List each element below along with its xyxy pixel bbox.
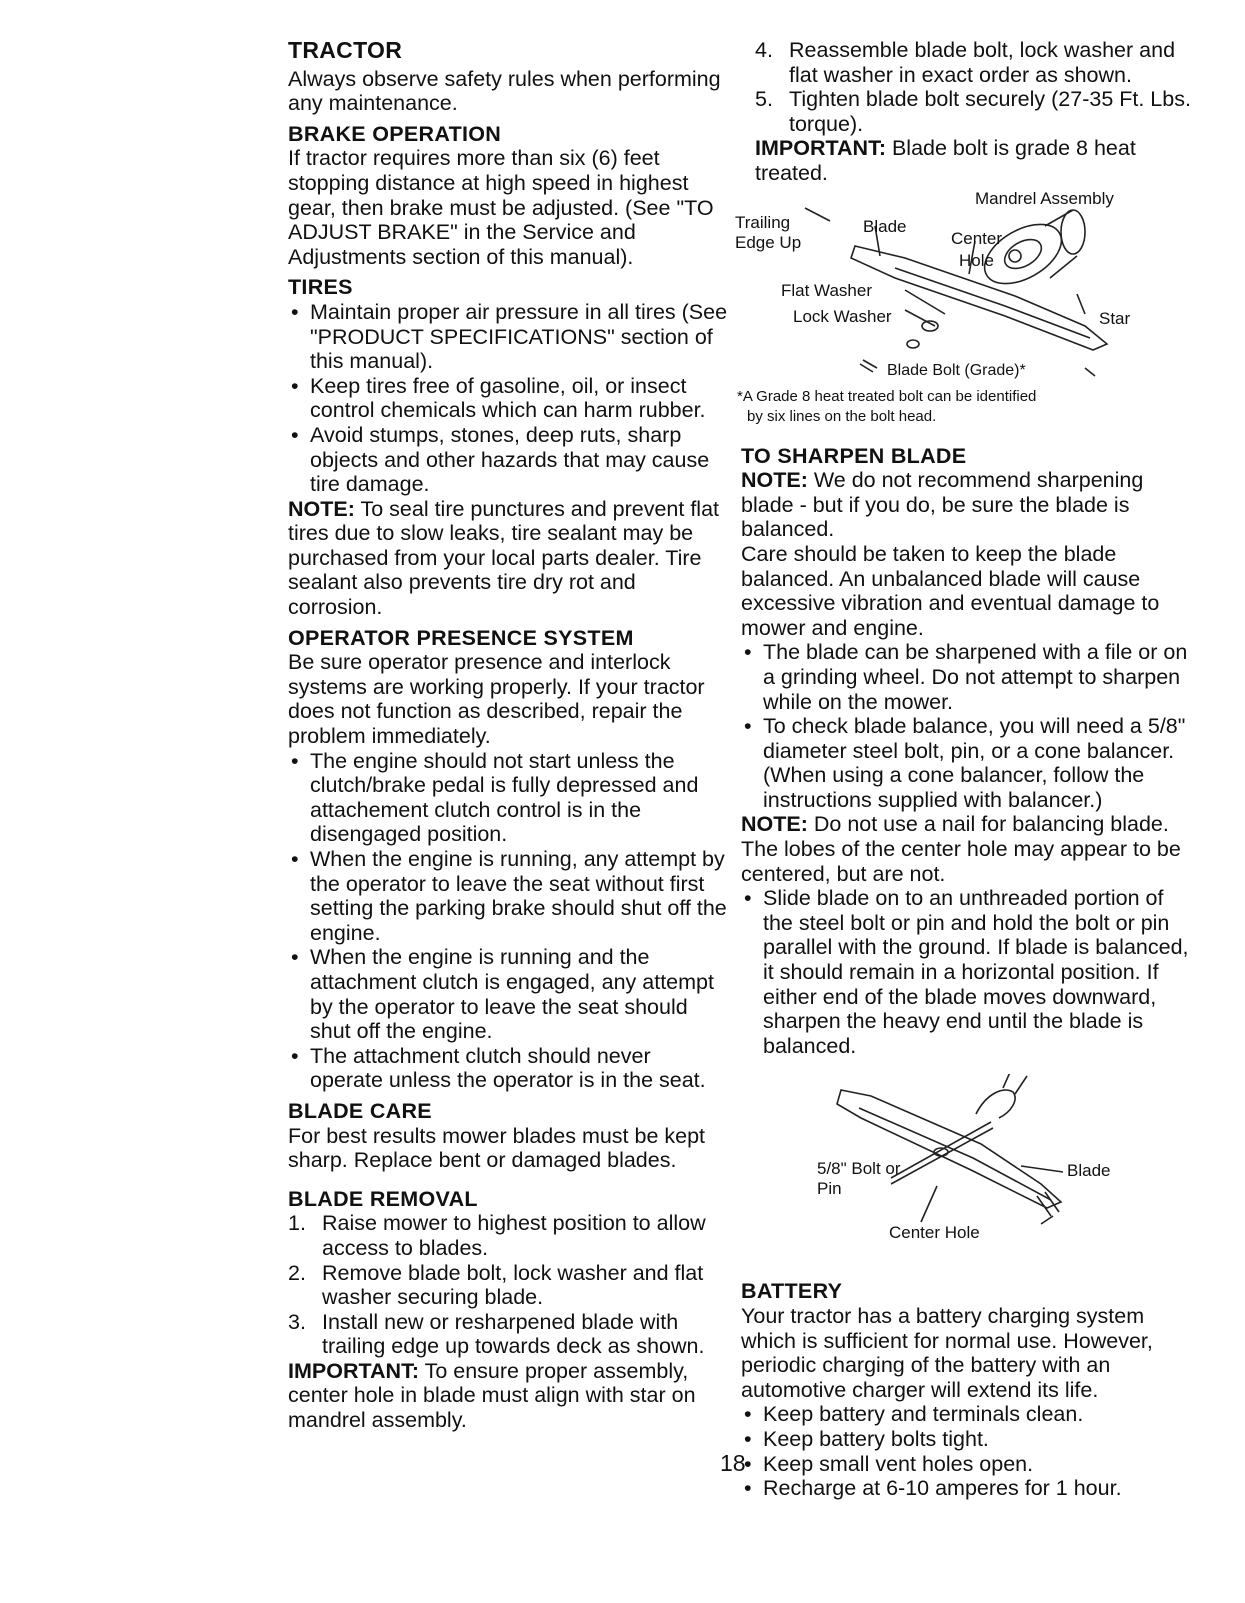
list-item: • The engine should not start unless the clutch/brake pedal is fully depressed and attachement clutch control is in the disengaged position. xyxy=(288,749,728,847)
blade-bolt-label: Blade Bolt (Grade)* xyxy=(887,361,1026,379)
step-text: Reassemble blade bolt, lock washer and flat washer in exact order as shown. xyxy=(789,38,1176,87)
step-text: Install new or resharpened blade with trailing edge up towards deck as shown. xyxy=(322,1309,705,1359)
important-label: IMPORTANT: xyxy=(288,1358,419,1383)
note-text: Do not use a nail for balancing blade. The lobes of the center hole may appear to be centered, but are not. xyxy=(741,812,1181,886)
blade-label: Blade xyxy=(1067,1161,1111,1181)
center-hole-label: Center Hole xyxy=(889,1223,980,1243)
ops-list xyxy=(288,749,728,1093)
tires-list xyxy=(288,300,728,497)
list-item: • Maintain proper air pressure in all tires (See "PRODUCT SPECIFICATIONS" section of this manual). xyxy=(288,300,728,374)
list-item: • Keep battery and terminals clean. xyxy=(741,1402,1195,1427)
ops-text: Be sure operator presence and interlock systems are working properly. If your tractor does not function as described, repair the problem immediately. xyxy=(288,650,705,749)
lock-washer-label: Lock Washer xyxy=(793,306,892,326)
edge-up-label: Edge Up xyxy=(735,232,802,252)
list-item: • The blade can be sharpened with a file or on a grinding wheel. Do not attempt to sharpen while on the mower. xyxy=(741,640,1195,714)
important-text: To ensure proper assembly, center hole in blade must align with star on mandrel assembly. xyxy=(288,1358,696,1433)
list-item: • Keep tires free of gasoline, oil, or insect control chemicals which can harm rubber. xyxy=(288,374,728,423)
list-item: • Avoid stumps, stones, deep ruts, sharp objects and other hazards that may cause tire damage. xyxy=(288,423,728,497)
brake-heading: BRAKE OPERATION xyxy=(288,121,502,146)
note-label: NOTE: xyxy=(741,468,808,493)
grade-footnote-line-2: by six lines on the bolt head. xyxy=(747,407,937,425)
right-column xyxy=(735,38,1195,1501)
sharpen-text: Care should be taken to keep the blade balanced. An unbalanced blade will cause excessive vibration and eventual damage to mower and engine. xyxy=(741,541,1160,640)
page-number: 18 xyxy=(720,1450,746,1476)
list-item: • To check blade balance, you will need a 5/8" diameter steel bolt, pin, or a cone balancer. (When using a cone balancer, follow the instructions supplied with balancer.) xyxy=(741,714,1195,812)
blade-label: Blade xyxy=(863,216,907,236)
sharpen-note xyxy=(741,468,1195,542)
removal-steps xyxy=(288,1211,728,1359)
important-text: Blade bolt is grade 8 heat treated. xyxy=(755,136,1136,185)
step-number: 4. xyxy=(755,38,773,62)
trailing-label: Trailing xyxy=(735,212,791,232)
step-number: 3. xyxy=(288,1309,306,1334)
tractor-text: Always observe safety rules when performing any maintenance. xyxy=(288,66,721,116)
list-item xyxy=(288,1261,728,1310)
step-number: 1. xyxy=(288,1211,306,1236)
tires-heading: TIRES xyxy=(288,275,353,300)
mandrel-assembly-label: Mandrel Assembly xyxy=(975,188,1114,208)
list-item: • Recharge at 6-10 amperes for 1 hour. xyxy=(741,1476,1195,1501)
star-label: Star xyxy=(1099,308,1131,328)
removal-heading: BLADE REMOVAL xyxy=(288,1186,478,1211)
balance-note xyxy=(741,812,1195,886)
reassembly-steps xyxy=(755,38,1195,136)
list-item: • Keep small vent holes open. xyxy=(741,1452,1195,1477)
sharpen-list xyxy=(741,640,1195,812)
important-label: IMPORTANT: xyxy=(755,136,886,161)
hole-label: Hole xyxy=(959,250,994,270)
center-label: Center xyxy=(951,228,1003,248)
step-number: 5. xyxy=(755,87,773,112)
list-item: • When the engine is running, any attempt by the operator to leave the seat without first setting the parking brake should shut off the engine. xyxy=(288,847,728,945)
list-item xyxy=(755,87,1195,136)
note-label: NOTE: xyxy=(741,812,808,837)
note-label: NOTE: xyxy=(288,496,355,521)
step-text: Remove blade bolt, lock washer and flat washer securing blade. xyxy=(322,1260,704,1310)
left-column xyxy=(288,38,728,1433)
bolt-important xyxy=(755,136,1195,185)
list-item: • Slide blade on to an unthreaded portion of the steel bolt or pin and hold the bolt or pin parallel with the ground. If blade is balanced, it should remain in a horizontal position. If either end of the blade moves downward, sharpen the heavy end until the blade is balanced. xyxy=(741,886,1195,1058)
removal-important xyxy=(288,1359,728,1433)
tractor-heading: TRACTOR xyxy=(288,37,403,63)
sharpen-section xyxy=(741,468,1195,1501)
note-text: We do not recommend sharpening blade - but if you do, be sure the blade is balanced. xyxy=(741,468,1144,542)
sharpen-heading: TO SHARPEN BLADE xyxy=(741,443,967,468)
battery-list xyxy=(741,1402,1195,1500)
blade-balance-figure xyxy=(741,1074,1181,1279)
list-item: • The attachment clutch should never operate unless the operator is in the seat. xyxy=(288,1044,728,1093)
list-item: • When the engine is running and the attachment clutch is engaged, any attempt by the operator to leave the seat should shut off the engine. xyxy=(288,945,728,1043)
note-text: To seal tire punctures and prevent flat tires due to slow leaks, tire sealant may be purchased from your local parts dealer. Tire sealant also prevents tire dry rot and corrosion. xyxy=(288,496,720,620)
battery-text: Your tractor has a battery charging system which is sufficient for normal use. However, periodic charging of the battery with an automotive charger will extend its life. xyxy=(741,1304,1153,1402)
step-text: Raise mower to highest position to allow access to blades. xyxy=(322,1211,706,1260)
blade-assembly-figure xyxy=(735,186,1195,386)
flat-washer-label: Flat Washer xyxy=(781,280,873,300)
list-item xyxy=(755,38,1195,87)
care-text: For best results mower blades must be kept sharp. Replace bent or damaged blades. xyxy=(288,1123,706,1173)
balance-list xyxy=(741,886,1195,1058)
list-item xyxy=(288,1211,728,1260)
step-text: Tighten blade bolt securely (27-35 Ft. Lbs. torque). xyxy=(789,87,1191,136)
step-number: 2. xyxy=(288,1260,306,1285)
blade-balance-drawing xyxy=(741,1074,1181,1279)
bolt-label: 5/8" Bolt or xyxy=(817,1159,901,1179)
list-item xyxy=(288,1310,728,1359)
pin-label: Pin xyxy=(817,1179,842,1199)
grade-footnote-line-1: *A Grade 8 heat treated bolt can be identified xyxy=(737,387,1037,405)
list-item: • Keep battery bolts tight. xyxy=(741,1427,1195,1452)
care-heading: BLADE CARE xyxy=(288,1098,432,1123)
tires-note xyxy=(288,497,728,620)
brake-text: If tractor requires more than six (6) feet stopping distance at high speed in highest gear, then brake must be adjusted. (See "TO ADJUST BRAKE" in the Service and Adjustments section of this manual). xyxy=(288,146,714,269)
battery-heading: BATTERY xyxy=(741,1279,843,1304)
ops-heading: OPERATOR PRESENCE SYSTEM xyxy=(288,625,634,650)
